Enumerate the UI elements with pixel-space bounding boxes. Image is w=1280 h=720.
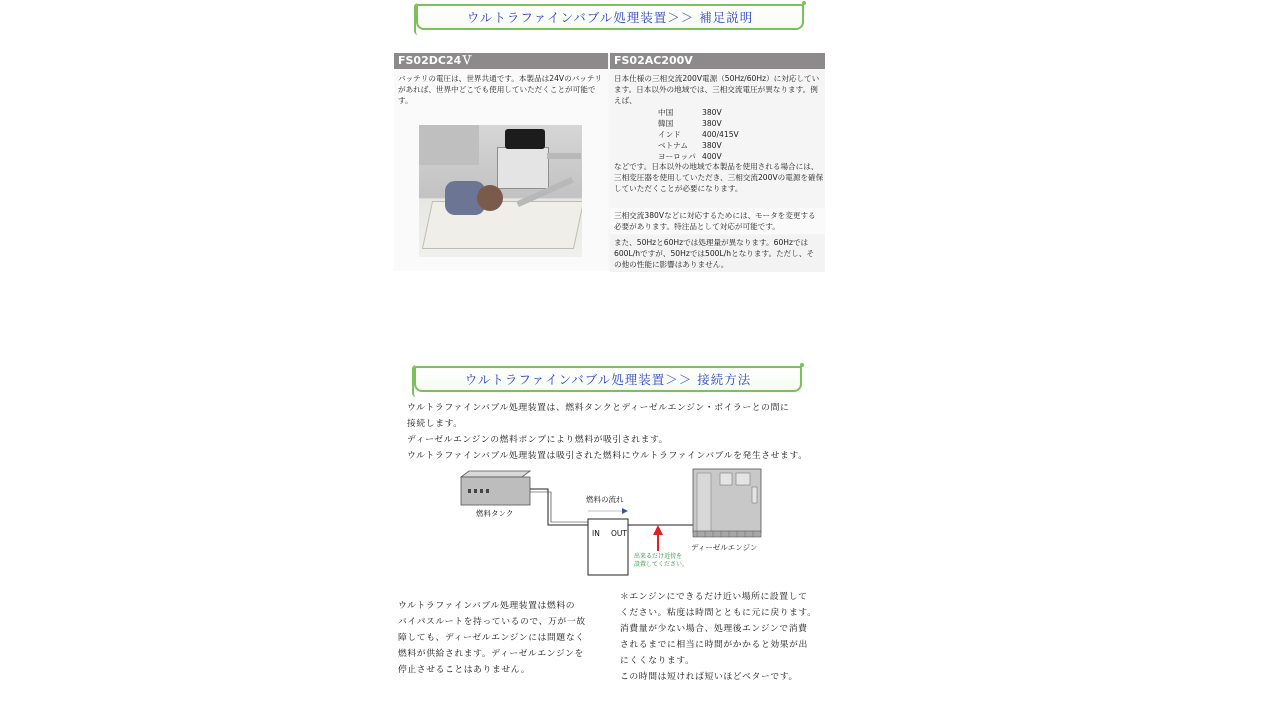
in-label: IN [592, 529, 600, 538]
bypass-note [398, 598, 603, 678]
photo-motor [477, 185, 503, 211]
photo-fan [505, 129, 545, 149]
note-line: にくくなります。 [620, 656, 695, 666]
out-label: OUT [611, 529, 627, 538]
flow-label: 燃料の流れ [586, 495, 624, 504]
note-line: この時間は短ければ短いほどベターです。 [620, 672, 798, 682]
connection-diagram [456, 465, 776, 580]
voltage-row [658, 107, 762, 118]
photo-control-box [497, 147, 549, 189]
section-banner-connection [414, 366, 802, 392]
voltage-row [658, 118, 762, 129]
dc-description: バッテリの電圧は、世界共通です。本製品は24Vのバッテリがあれば、世界中どこでも使用していただくことが可能です。 [398, 74, 603, 105]
note-line: 障しても、ディーゼルエンジンには問題なく [398, 633, 585, 643]
voltage: 400V [702, 152, 722, 161]
note-line: ください。粘度は時間とともに元に戻ります。 [620, 608, 817, 618]
connection-line: ウルトラファインバブル処理装置は吸引された燃料にウルトラファインバブルを発生させます。 [407, 451, 808, 461]
banner-title: ウルトラファインバブル処理装置＞＞ 補足説明 [466, 10, 754, 25]
banner-title: ウルトラファインバブル処理装置＞＞ 接続方法 [464, 372, 752, 387]
note-line: 消費量が少ない場合、処理後エンジンで消費 [620, 624, 808, 634]
ac-380v-note: 三相交流380Vなどに対応するためには、モータを変更する必要があります。特注品として対応が可能です。 [610, 208, 825, 234]
connection-description [407, 400, 837, 464]
note-line: ＊エンジンにできるだけ近い場所に設置して [620, 592, 808, 602]
note-line: バイパスルートを持っているので、万が一故 [398, 617, 586, 627]
connection-line: ディーゼルエンジンの燃料ポンプにより燃料が吸引されます。 [407, 435, 669, 445]
header-ac200v: FS02AC200V [610, 53, 825, 69]
photo-background-monitor [419, 125, 479, 165]
ac-frequency-note: また、50Hzと60Hzでは処理量が異なります。60Hzでは600L/hですが、50Hzでは500L/hとなります。ただし、その他の性能に影響はありません。 [610, 235, 825, 272]
note-line: されるまでに相当に時間がかかると効果が出 [620, 640, 808, 650]
voltage-row [658, 140, 762, 151]
ac-transformer-note: などです。日本以外の地域で本製品を使用される場合には、三相変圧器を使用していただき、三相交流200Vの電源を確保していただくことが必要になります。 [614, 162, 824, 193]
fuel-tank-icon [461, 471, 530, 505]
voltage: 380V [702, 119, 722, 128]
spec-table [394, 53, 825, 271]
installation-note [620, 589, 835, 685]
device-box [588, 519, 628, 575]
product-photo [419, 125, 582, 257]
country: 韓国 [658, 119, 674, 128]
header-dc24v: FS02DC24Ｖ [394, 53, 608, 69]
diagram-drawing [456, 465, 776, 580]
voltage: 380V [702, 141, 722, 150]
country: インド [658, 130, 681, 139]
voltage: 400/415V [702, 130, 739, 139]
country: ベトナム [658, 141, 688, 150]
voltage-row [658, 129, 762, 140]
column-ac200v [610, 69, 825, 271]
connection-line: 接続します。 [407, 419, 463, 429]
country: ヨーロッパ [658, 152, 696, 161]
install-note: 出来るだけ近傍を 設置してください。 [634, 553, 689, 568]
note-line: 燃料が供給されます。ディーゼルエンジンを [398, 649, 584, 659]
photo-pipe-upper [547, 153, 581, 159]
connection-line: ウルトラファインバブル処理装置は、燃料タンクとディーゼルエンジン・ボイラーとの間に [407, 403, 790, 413]
ac-intro: 日本仕様の三相交流200V電源（50Hz/60Hz）に対応しています。日本以外の地域では、三相交流電圧が異なります。例えば、 [614, 74, 820, 105]
voltage: 380V [702, 108, 722, 117]
note-line: 停止させることはありません。 [398, 665, 531, 675]
tank-label: 燃料タンク [476, 509, 514, 518]
diesel-engine-icon [693, 469, 761, 537]
country: 中国 [658, 108, 674, 117]
note-line: ウルトラファインバブル処理装置は燃料の [398, 601, 576, 611]
column-dc24v [394, 69, 608, 271]
voltage-list [658, 107, 762, 162]
engine-label: ディーゼルエンジン [691, 543, 758, 552]
section-banner-supplement [416, 4, 804, 30]
